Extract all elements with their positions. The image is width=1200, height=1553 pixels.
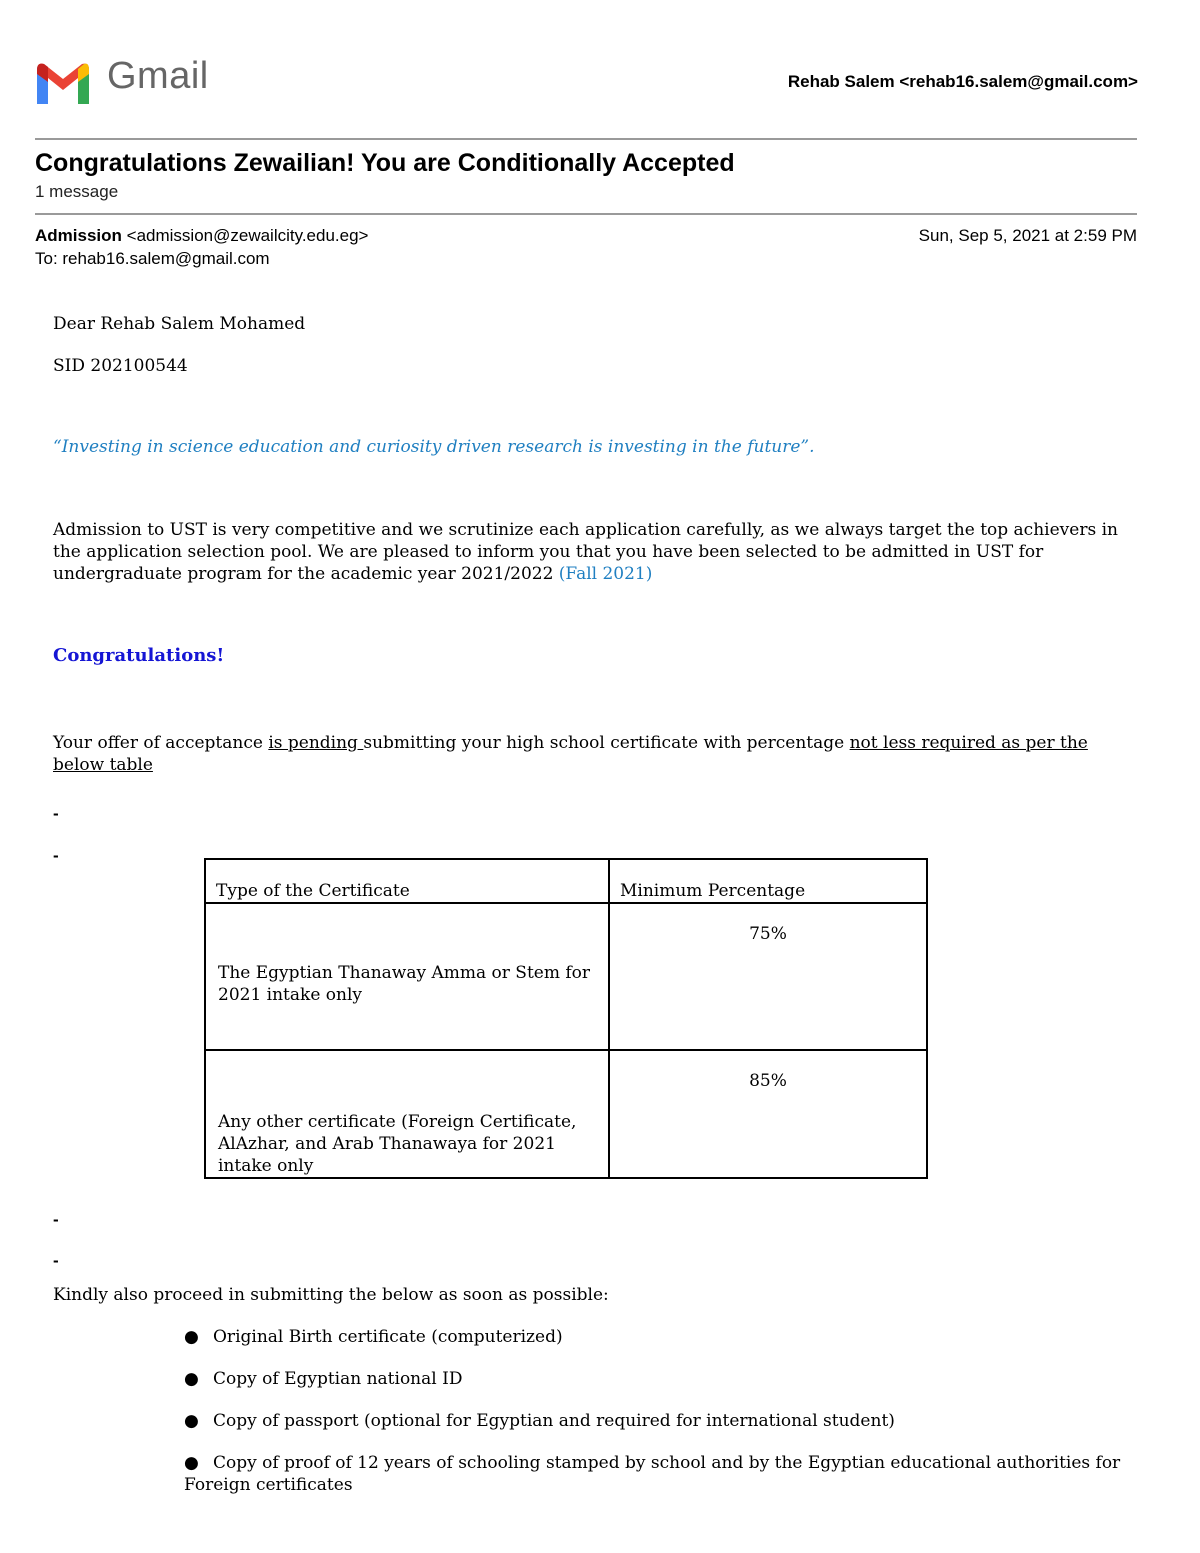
- table-header-cell: Minimum Percentage: [609, 859, 927, 903]
- pending-text-a: Your offer of acceptance: [53, 733, 269, 753]
- divider: [35, 138, 1137, 140]
- certificate-cell: The Egyptian Thanaway Amma or Stem for 2021 intake only: [205, 903, 609, 1050]
- table-header-row: [205, 859, 927, 903]
- pending-text-c: submitting your high school certificate with percentage: [363, 733, 850, 753]
- list-item: ● Original Birth certificate (computerized): [184, 1327, 563, 1347]
- percentage-cell: 85%: [609, 1050, 927, 1178]
- dash-marker: -: [53, 846, 59, 865]
- percentage-cell: 75%: [609, 903, 927, 1050]
- quote: “Investing in science education and curiosity driven research is investing in the future”.: [53, 437, 815, 457]
- gmail-wordmark: Gmail: [107, 55, 209, 97]
- gmail-m-icon: [33, 60, 93, 104]
- pending-paragraph: [53, 732, 1113, 776]
- gmail-logo: [33, 55, 233, 104]
- recipient: To: rehab16.salem@gmail.com: [35, 249, 270, 268]
- certificate-cell: Any other certificate (Foreign Certificate, AlAzhar, and Arab Thanawaya for 2021 intake only: [205, 1050, 609, 1178]
- message-count: 1 message: [35, 182, 119, 201]
- student-id: SID 202100544: [53, 356, 188, 376]
- sender-name: Admission: [35, 226, 122, 245]
- bullet-icon: ●: [184, 1369, 199, 1389]
- admission-text: Admission to UST is very competitive and we scrutinize each application carefully, as we always target the top achievers in the application selection pool. We are pleased to inform you that you have been selected to be admitted in UST for undergraduate program for the academic year 2021/2022: [53, 520, 1118, 584]
- bullet-icon: ●: [184, 1327, 199, 1347]
- pending-text-b: is pending: [268, 733, 364, 753]
- list-item: ● Copy of proof of 12 years of schooling stamped by school and by the Egyptian educational authorities for Foreign certificates: [184, 1453, 1121, 1495]
- email-subject: Congratulations Zewailian! You are Conditionally Accepted: [35, 149, 735, 177]
- bullet-icon: ●: [184, 1453, 199, 1473]
- message-date: Sun, Sep 5, 2021 at 2:59 PM: [918, 226, 1137, 245]
- account-identity: Rehab Salem <rehab16.salem@gmail.com>: [787, 72, 1138, 91]
- dash-marker: -: [53, 1210, 59, 1229]
- congratulations-heading: Congratulations!: [53, 645, 225, 666]
- dash-marker: -: [53, 804, 59, 823]
- requirements-table: [204, 858, 928, 1179]
- divider: [35, 213, 1137, 215]
- sender-email: <admission@zewailcity.edu.eg>: [126, 226, 369, 245]
- table-row: [205, 1050, 927, 1178]
- dash-marker: -: [53, 1251, 59, 1270]
- list-item: ● Copy of passport (optional for Egyptian and required for international student): [184, 1411, 895, 1431]
- admission-paragraph: [53, 519, 1123, 585]
- table-header-cell: Type of the Certificate: [205, 859, 609, 903]
- sender: [35, 226, 368, 246]
- bullet-icon: ●: [184, 1411, 199, 1431]
- greeting: Dear Rehab Salem Mohamed: [53, 314, 306, 334]
- documents-list: [184, 1326, 1144, 1516]
- fall-2021-link[interactable]: (Fall 2021): [558, 564, 653, 584]
- list-item: ● Copy of Egyptian national ID: [184, 1369, 463, 1389]
- documents-intro: Kindly also proceed in submitting the below as soon as possible:: [53, 1285, 609, 1305]
- pending-text-d: not less required as per the below table: [53, 733, 1088, 775]
- table-row: [205, 903, 927, 1050]
